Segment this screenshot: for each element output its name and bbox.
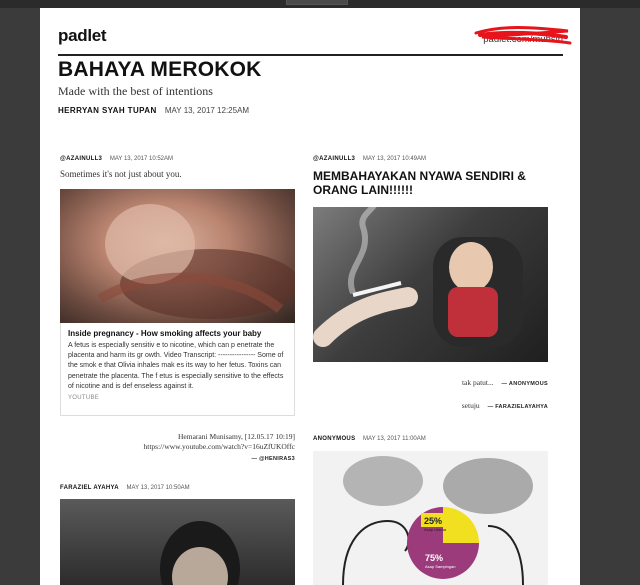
redaction-scribble	[472, 21, 572, 47]
post-author[interactable]: @AZAINULL3	[313, 156, 356, 162]
comment-text: setuju	[461, 401, 480, 410]
post-meta	[60, 156, 173, 162]
link-description: A fetus is especially sensitiv e to nicotine, which can p enetrate the placenta and harm its gr owth. Video Transcript: ---------------- Some of the smok e that Olivia inhales mak es its way to her fetus. Toxins can penetrate the placenta. The f etus is especially sensitive to the effects of nicotine and is def enseless against it.	[68, 342, 284, 390]
browser-top-bar	[0, 0, 640, 8]
comment-author: — ANONYMOUS	[501, 381, 548, 387]
child-photo[interactable]	[60, 499, 295, 585]
post-date: MAY 13, 2017 10:50AM	[126, 485, 190, 491]
post-author[interactable]: ANONYMOUS	[313, 436, 356, 442]
post-meta	[313, 436, 426, 442]
slice-caption-side: Asap Sampingan	[425, 564, 456, 569]
post-author[interactable]: @AZAINULL3	[60, 156, 103, 162]
padlet-url[interactable]: padlet.com/muhsin	[483, 34, 563, 45]
smoking-child-photo[interactable]	[313, 207, 548, 362]
post-author[interactable]: FARAZIEL AYAHYA	[60, 485, 119, 491]
comment	[144, 442, 296, 451]
smoking-child-image	[313, 207, 548, 362]
comment-author: — FARAZIELAYAHYA	[487, 404, 548, 410]
post-caption: Sometimes it's not just about you.	[60, 169, 182, 179]
comment	[178, 432, 295, 441]
post-meta	[60, 485, 190, 491]
comment-text: tak patut...	[461, 378, 494, 387]
slice-label-side: 75%	[425, 553, 444, 563]
slice-caption-main: Asap Utama	[424, 527, 447, 532]
padlet-title: BAHAYA MEROKOK	[58, 58, 262, 81]
comment	[245, 453, 295, 462]
post-heading: MEMBAHAYAKAN NYAWA SENDIRI & ORANG LAIN!!!!!!	[313, 169, 526, 197]
padlet-author[interactable]: HERRYAN SYAH TUPAN	[58, 106, 157, 115]
padlet-author-row	[58, 106, 249, 115]
link-title[interactable]: Inside pregnancy - How smoking affects your baby	[68, 329, 262, 338]
comment-author: — @HENIRAS3	[251, 456, 295, 462]
child-image	[60, 499, 295, 585]
comment-text: Hemarani Munisamy, [12.05.17 10:19]	[178, 432, 295, 441]
post-date: MAY 13, 2017 10:49AM	[362, 156, 427, 162]
link-preview-card[interactable]	[60, 323, 295, 416]
post-date: MAY 13, 2017 11:00AM	[363, 436, 426, 442]
infographic-image	[313, 451, 548, 585]
fetus-video-thumbnail[interactable]	[60, 189, 295, 323]
comment	[462, 378, 548, 387]
link-source: YOUTUBE	[68, 395, 100, 402]
padlet-subtitle: Made with the best of intentions	[58, 84, 213, 98]
browser-tab[interactable]	[286, 0, 348, 5]
post-meta	[313, 156, 426, 162]
smoke-infographic[interactable]	[313, 451, 548, 585]
padlet-logo[interactable]: padlet	[58, 26, 107, 45]
comment	[462, 401, 548, 410]
padlet-date: MAY 13, 2017 12:25AM	[164, 106, 250, 115]
padlet-page	[40, 8, 580, 585]
slice-label-main: 25%	[424, 516, 443, 526]
post-date: MAY 13, 2017 10:52AM	[109, 156, 174, 162]
fetus-image	[60, 189, 295, 323]
comment-link[interactable]: https://www.youtube.com/watch?v=16uZfUKOffc	[143, 442, 295, 451]
